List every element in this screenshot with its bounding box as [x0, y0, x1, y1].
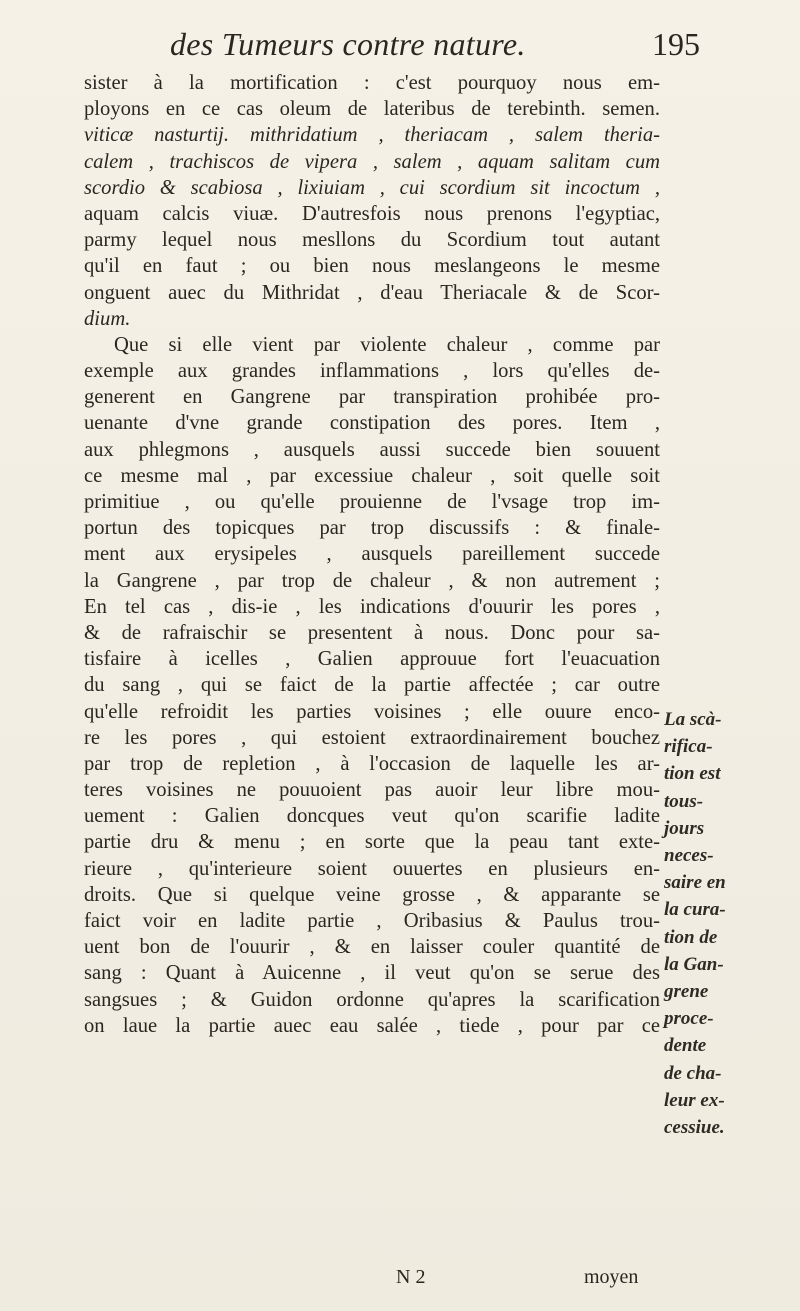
text-line: re les pores , qui estoient extraordinairement bouchez	[84, 726, 660, 749]
text-line: sister à la mortification : c'est pourquoy nous em-	[84, 72, 660, 94]
margin-note-line: la Gan-	[664, 953, 724, 975]
margin-note-line: de cha-	[664, 1062, 722, 1084]
margin-note-line: saire en	[664, 872, 726, 894]
text-line: Que si elle vient par violente chaleur , comme par	[114, 333, 660, 356]
text-line: droits. Que si quelque veine grosse , & apparante se	[84, 883, 660, 906]
text-line: aquam calcis viuæ. D'autresfois nous prenons l'egyptiac,	[84, 202, 660, 225]
text-line: portun des topicques par trop discussifs : & finale-	[84, 517, 660, 540]
margin-note-line: tion de	[664, 926, 718, 948]
text-line: qu'il en faut ; ou bien nous meslangeons le mesme	[84, 255, 660, 278]
text-line: sangsues ; & Guidon ordonne qu'apres la scarification	[84, 988, 660, 1011]
margin-note-line: leur ex-	[664, 1089, 725, 1111]
text-line: aux phlegmons , ausquels aussi succede bien souuent	[84, 438, 660, 461]
margin-note-line: proce-	[664, 1008, 714, 1030]
text-line: uent bon de l'ouurir , & en laisser couler quantité de	[84, 936, 660, 959]
signature-mark: N 2	[396, 1266, 426, 1288]
text-line: faict voir en ladite partie , Oribasius & Paulus trou-	[84, 910, 660, 932]
paragraph-1	[84, 70, 660, 332]
running-title: des Tumeurs contre nature.	[170, 26, 526, 62]
margin-note-line: La scà-	[664, 709, 722, 730]
text-line: partie dru & menu ; en sorte que la peau tant exte-	[84, 831, 660, 854]
text-line: ce mesme mal , par excessiue chaleur , soit quelle soit	[84, 464, 660, 487]
text-line: exemple aux grandes inflammations , lors qu'elles de-	[84, 360, 660, 383]
text-line: generent en Gangrene par transpiration prohibée pro-	[84, 386, 660, 409]
text-line: ployons en ce cas oleum de lateribus de terebinth. semen.	[84, 98, 660, 121]
margin-note-line: tous-	[664, 790, 704, 812]
paragraph-2	[84, 332, 660, 1039]
text-line: calem , trachiscos de vipera , salem , aquam salitam cum	[84, 150, 660, 173]
text-line: sang : Quant à Auicenne , il veut qu'on se serue des	[84, 962, 660, 985]
text-line: uenante d'vne grande constipation des pores. Item ,	[84, 412, 660, 435]
text-line: parmy lequel nous mesllons du Scordium tout autant	[84, 229, 660, 252]
text-line: onguent auec du Mithridat , d'eau Theriacale & de Scor-	[84, 281, 660, 304]
text-line: la Gangrene , par trop de chaleur , & non autrement ;	[84, 569, 660, 592]
margin-note-line: cessiue.	[664, 1117, 725, 1139]
text-line: qu'elle refroidit les parties voisines ; elle ouure enco-	[84, 700, 660, 723]
margin-note-line: rifica-	[664, 736, 713, 758]
text-line: viticæ nasturtij. mithridatium , theriacam , salem theria-	[84, 124, 660, 147]
text-line: uement : Galien doncques veut qu'on scarifie ladite	[84, 805, 660, 828]
text-line: & de rafraischir se presentent à nous. Donc pour sa-	[84, 621, 660, 644]
text-line: teres voisines ne pouuoient pas auoir leur libre mou-	[84, 779, 660, 802]
text-line: scordio & scabiosa , lixiuiam , cui scordium sit incoctum ,	[84, 176, 660, 199]
marginal-note	[664, 706, 774, 1141]
main-text-block	[84, 70, 660, 1039]
text-line: rieure , qu'interieure soient ouuertes en plusieurs en-	[84, 857, 660, 880]
margin-note-line: neces-	[664, 845, 714, 867]
margin-note-line: la cura-	[664, 899, 726, 921]
text-line: dium.	[84, 307, 131, 330]
text-line: du sang , qui se faict de la partie affectée ; car outre	[84, 674, 660, 697]
page-number: 195	[652, 26, 700, 62]
text-line: tisfaire à icelles , Galien approuue fort l'euacuation	[84, 648, 660, 671]
margin-note-line: dente	[664, 1035, 707, 1057]
text-line: ment aux erysipeles , ausquels pareillement succede	[84, 543, 660, 566]
catchword: moyen	[584, 1266, 639, 1288]
text-line: primitiue , ou qu'elle prouienne de l'vsage trop im-	[84, 491, 660, 513]
text-line: En tel cas , dis-ie , les indications d'ouurir les pores ,	[84, 595, 660, 618]
text-line: par trop de repletion , à l'occasion de laquelle les ar-	[84, 752, 660, 775]
margin-note-line: grene	[664, 981, 709, 1003]
text-line: on laue la partie auec eau salée , tiede , pour par ce	[84, 1014, 660, 1037]
margin-note-line: tion est	[664, 763, 721, 785]
margin-note-line: jours	[664, 817, 705, 839]
